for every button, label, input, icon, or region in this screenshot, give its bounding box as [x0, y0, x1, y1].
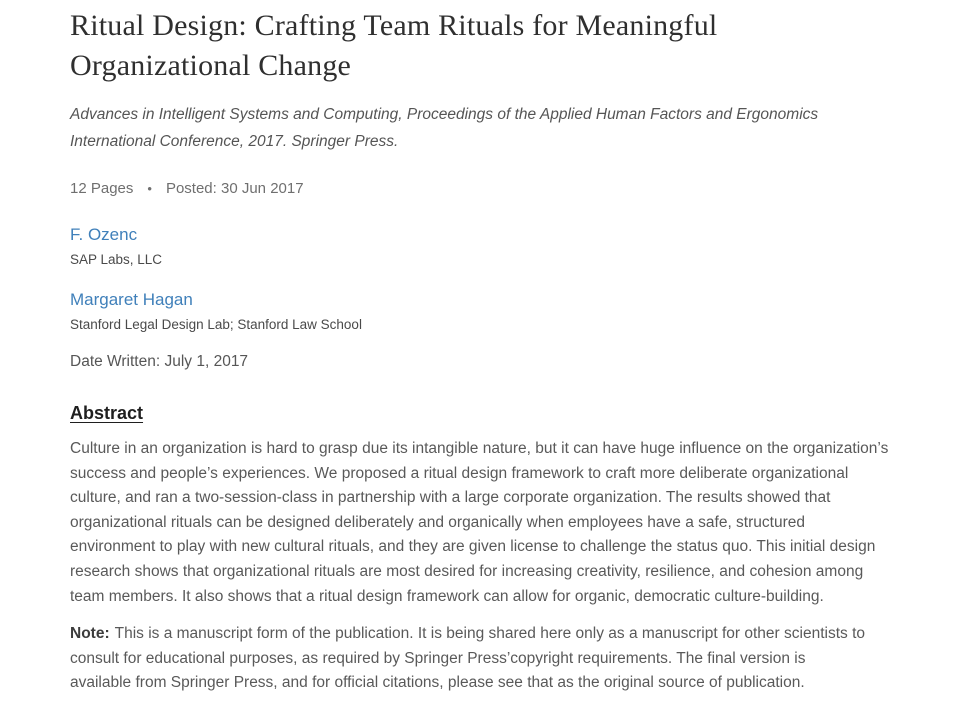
bullet-separator: •: [147, 181, 152, 196]
paper-meta-row: [70, 180, 890, 197]
author-affiliation: Stanford Legal Design Lab; Stanford Law School: [70, 317, 362, 332]
note-text: This is a manuscript form of the publication. It is being shared here only as a manuscript for other scientists to consult for educational purposes, as required by Springer Press’copyright requirements. The final version is available from Springer Press, and for official citations, please see that as the original source of publication.: [70, 625, 865, 692]
paper-title: Ritual Design: Crafting Team Rituals for Meaningful Organizational Change: [70, 9, 718, 82]
note-paragraph: [70, 622, 870, 696]
author-link-margaret-hagan[interactable]: Margaret Hagan: [70, 290, 193, 309]
author-block: [70, 290, 890, 332]
posted-date: Posted: 30 Jun 2017: [165, 180, 304, 197]
author-link-f-ozenc[interactable]: F. Ozenc: [70, 225, 138, 244]
abstract-text: Culture in an organization is hard to grasp due its intangible nature, but it can have huge influence on the organization’s success and people’s experiences. We proposed a ritual design framework to craft more deliberate organizational culture, and ran a two-session-class in partnership with a large corporate organization. The results showed that organizational rituals can be designed deliberately and organically when employees have a safe, structured environment to play with new cultural rituals, and they are given license to challenge the status quo. This initial design research shows that organizational rituals are most desired for increasing creativity, resilience, and cohesion among team members. It also shows that a ritual design framework can allow for organic, democratic culture-building.: [70, 440, 889, 605]
author-block: [70, 225, 890, 267]
author-affiliation: SAP Labs, LLC: [70, 252, 163, 267]
note-label: Note:: [70, 625, 110, 643]
page-count: 12 Pages: [70, 180, 134, 197]
publication-info: Advances in Intelligent Systems and Computing, Proceedings of the Applied Human Factors and Ergonomics International Conference, 2017. Springer Press.: [70, 106, 819, 150]
abstract-heading: Abstract: [70, 403, 144, 423]
date-written: Date Written: July 1, 2017: [70, 353, 249, 370]
